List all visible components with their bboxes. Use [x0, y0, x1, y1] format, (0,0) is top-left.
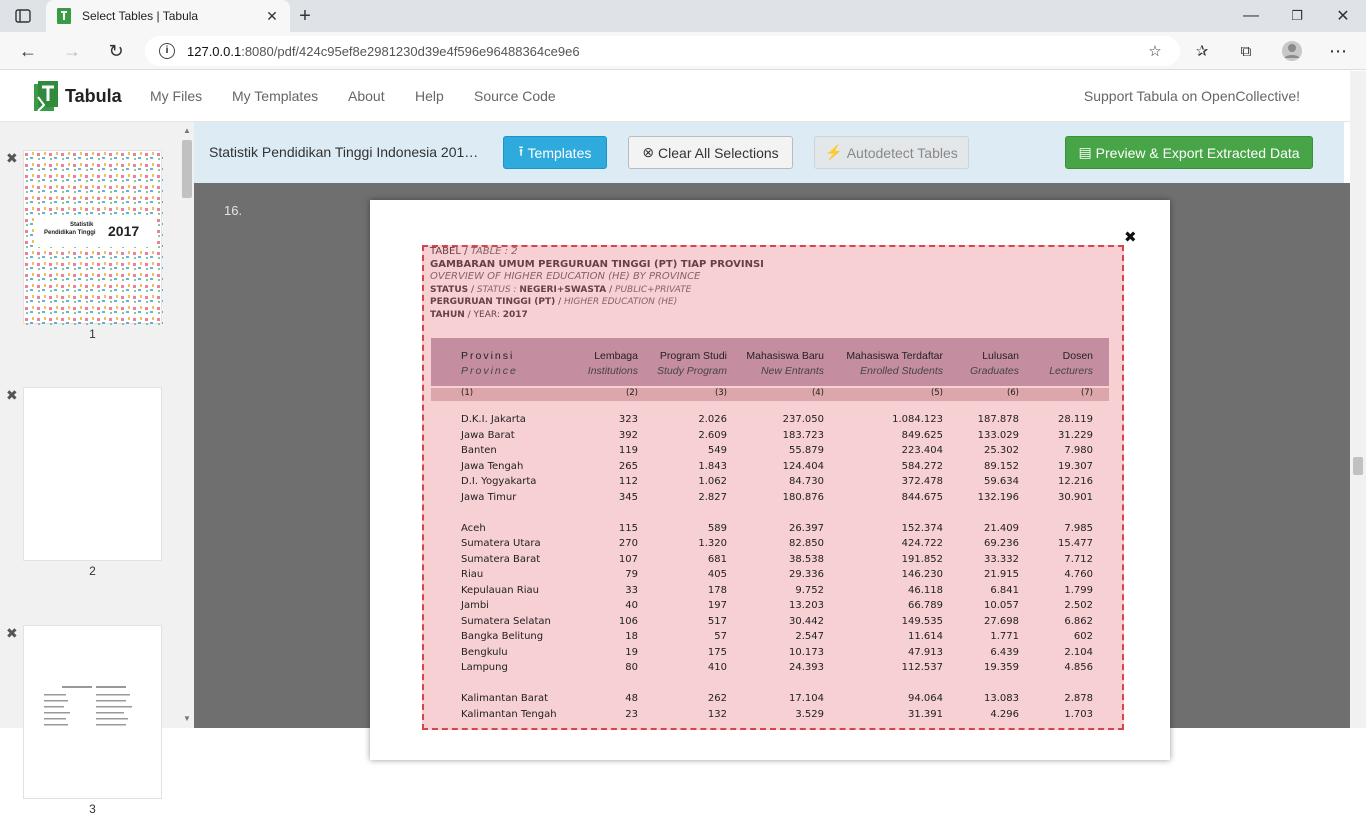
table-cell: 180.876 — [782, 491, 824, 503]
nav-source-code[interactable]: Source Code — [474, 88, 556, 104]
table-cell: 1.799 — [1064, 584, 1093, 596]
table-cell: 21.409 — [984, 522, 1019, 534]
page-scroll-thumb[interactable] — [1353, 457, 1363, 475]
table-cell: 262 — [707, 693, 727, 704]
remove-page-2-icon[interactable]: ✖ — [6, 387, 18, 403]
table-cell: 57 — [714, 631, 727, 642]
browser-tab-bar — [0, 0, 1366, 32]
column-header-label: Lembaga — [594, 350, 638, 362]
table-cell: 12.216 — [1058, 476, 1093, 487]
table-cell: 59.634 — [984, 476, 1019, 487]
caption-year-label: TAHUN — [430, 309, 465, 320]
nav-my-files[interactable]: My Files — [150, 88, 203, 104]
window-restore-icon[interactable]: ❐ — [1291, 8, 1303, 23]
export-button-label: Preview & Export Extracted Data — [1095, 144, 1300, 161]
tabula-logo-icon — [34, 81, 58, 111]
column-header-label-en: Lecturers — [1049, 365, 1093, 377]
table-cell: 48 — [625, 693, 638, 704]
province-cell: Bengkulu — [461, 646, 508, 658]
column-header-label-en: Study Program — [656, 365, 727, 377]
table-cell: 69.236 — [984, 538, 1019, 549]
caption-status-value: NEGERI+SWASTA — [519, 284, 607, 295]
tab-close-icon[interactable]: ✕ — [266, 7, 278, 24]
table-cell: 31.229 — [1058, 429, 1093, 441]
table-cell: 23 — [625, 708, 638, 720]
column-header-label: Provinsi — [461, 350, 515, 362]
page-thumbnail-2[interactable] — [23, 387, 162, 561]
sidebar-scrollbar[interactable] — [180, 122, 194, 728]
table-cell: 33 — [625, 584, 638, 596]
favorites-icon[interactable]: ✰ — [1195, 43, 1209, 60]
table-cell: 119 — [618, 445, 638, 456]
table-cell: 517 — [707, 615, 727, 627]
caption-year-en: YEAR: — [473, 309, 503, 320]
table-cell: 94.064 — [908, 693, 943, 704]
clear-button-label: Clear All Selections — [658, 144, 779, 161]
remove-page-3-icon[interactable]: ✖ — [6, 625, 18, 641]
table-cell: 6.841 — [990, 584, 1019, 596]
table-cell: 31.391 — [908, 708, 943, 720]
table-cell: 27.698 — [984, 615, 1019, 627]
cover-title-line-2: Pendidikan Tinggi — [44, 230, 96, 236]
province-cell: Sumatera Barat — [461, 553, 541, 565]
table-cell: 17.104 — [789, 693, 824, 704]
brand-name: Tabula — [65, 85, 122, 106]
table-cell: 1.771 — [990, 631, 1019, 642]
table-cell: 25.302 — [984, 445, 1019, 456]
forward-icon[interactable]: → — [63, 40, 81, 61]
table-cell: 681 — [707, 553, 727, 565]
column-header-label: Dosen — [1062, 350, 1093, 362]
page-thumbnail-sidebar — [0, 122, 180, 816]
table-cell: 410 — [707, 662, 727, 673]
table-cell: 1.084.123 — [892, 414, 943, 425]
table-cell: 107 — [618, 553, 638, 565]
table-cell: 2.104 — [1064, 646, 1093, 658]
column-number: (7) — [1080, 388, 1093, 398]
province-cell: Jawa Timur — [461, 491, 517, 503]
province-cell: Aceh — [461, 522, 486, 534]
table-cell: 38.538 — [789, 553, 824, 565]
table-cell: 82.850 — [789, 538, 824, 549]
table-cell: 132 — [707, 708, 727, 720]
table-cell: 106 — [618, 615, 638, 627]
caption-title: GAMBARAN UMUM PERGURUAN TINGGI (PT) TIAP PROVINSI — [430, 258, 764, 270]
table-cell: 187.878 — [977, 414, 1019, 425]
column-number: (2) — [625, 388, 638, 398]
column-header — [846, 350, 943, 377]
caption-year-value: 2017 — [502, 309, 528, 320]
table-cell: 10.173 — [789, 646, 824, 658]
column-header-label: Program Studi — [659, 350, 727, 362]
caption-table-id-en: TABLE : 2 — [470, 246, 518, 257]
table-cell: 11.614 — [908, 631, 943, 642]
table-cell: 89.152 — [984, 460, 1019, 472]
table-cell: 7.985 — [1064, 522, 1093, 534]
table-cell: 183.723 — [782, 429, 824, 441]
browser-tab-title: Select Tables | Tabula — [82, 9, 199, 23]
document-title: Statistik Pendidikan Tinggi Indonesia 201… — [209, 144, 479, 160]
table-cell: 10.057 — [984, 600, 1019, 611]
scroll-down-icon[interactable]: ▼ — [183, 714, 191, 723]
remove-page-1-icon[interactable]: ✖ — [6, 150, 18, 166]
new-tab-icon[interactable]: + — [299, 4, 311, 27]
table-cell: 13.083 — [984, 693, 1019, 704]
page-thumbnail-1[interactable] — [23, 150, 162, 324]
table-cell: 1.062 — [698, 476, 727, 487]
table-cell: 602 — [1073, 631, 1093, 642]
province-cell: Jawa Tengah — [461, 460, 524, 472]
table-cell: 197 — [707, 600, 727, 611]
table-cell: 9.752 — [795, 584, 824, 596]
province-cell: Jawa Barat — [461, 429, 515, 441]
table-cell: 13.203 — [789, 600, 824, 611]
templates-button[interactable] — [503, 136, 607, 169]
collections-icon[interactable]: ⧉ — [1240, 42, 1252, 60]
province-cell: D.I. Yogyakarta — [461, 476, 537, 487]
caption-title-en: OVERVIEW OF HIGHER EDUCATION (HE) BY PROVINCE — [430, 271, 701, 283]
table-cell: 19 — [625, 646, 638, 658]
table-cell: 21.915 — [984, 569, 1019, 580]
page-number-label: 16. — [224, 203, 243, 218]
table-cell: 4.296 — [990, 708, 1019, 720]
table-cell: 424.722 — [901, 538, 943, 549]
province-cell: Sumatera Selatan — [461, 615, 551, 627]
page-thumbnail-label-3: 3 — [89, 802, 96, 816]
table-cell: 191.852 — [901, 553, 943, 565]
table-cell: 2.502 — [1064, 600, 1093, 611]
cover-year: 2017 — [108, 223, 140, 239]
browser-address-bar — [0, 32, 1366, 70]
table-cell: 2.609 — [698, 429, 727, 441]
table-cell: 549 — [707, 445, 727, 456]
nav-my-templates[interactable]: My Templates — [232, 88, 319, 104]
column-header — [746, 350, 824, 377]
table-cell: 265 — [618, 460, 638, 472]
table-cell: 115 — [618, 522, 638, 534]
column-header-label-en: Graduates — [969, 365, 1019, 377]
tab-actions-icon[interactable] — [12, 6, 34, 26]
column-number: (4) — [811, 388, 824, 398]
table-cell: 18 — [625, 631, 638, 642]
column-header — [657, 350, 727, 377]
page-thumbnail-label-2: 2 — [89, 564, 96, 578]
province-cell: Sumatera Utara — [461, 538, 541, 549]
window-minimize-icon[interactable]: ― — [1243, 7, 1259, 24]
table-cell: 1.843 — [698, 460, 727, 472]
table-cell: 392 — [618, 429, 638, 441]
page-thumbnail-label-1: 1 — [89, 327, 96, 341]
table-cell: 66.789 — [908, 600, 943, 611]
table-cell: 2.547 — [795, 631, 824, 642]
column-header — [1049, 350, 1093, 377]
table-cell: 80 — [625, 662, 638, 673]
nav-help[interactable]: Help — [415, 88, 444, 104]
table-cell: 28.119 — [1058, 414, 1093, 425]
table-cell: 112 — [618, 476, 638, 487]
province-cell: Lampung — [461, 662, 508, 673]
nav-about[interactable]: About — [348, 88, 385, 104]
column-header — [970, 350, 1019, 377]
column-header-label-en: Province — [461, 365, 518, 377]
column-header-label: Lulusan — [982, 350, 1019, 362]
url-host: 127.0.0.1 — [187, 43, 242, 59]
site-info-icon[interactable]: i — [159, 43, 175, 59]
table-cell: 146.230 — [901, 569, 943, 580]
table-cell: 149.535 — [901, 615, 943, 627]
table-cell: 584.272 — [901, 460, 943, 472]
column-header-label: Mahasiswa Terdaftar — [846, 350, 943, 362]
table-cell: 405 — [707, 569, 727, 580]
table-cell: 26.397 — [789, 522, 824, 534]
clear-all-selections-button[interactable] — [628, 136, 793, 169]
app-header — [0, 71, 1350, 122]
table-cell: 2.026 — [698, 414, 727, 425]
page-thumbnail-3[interactable] — [23, 625, 162, 799]
caption-pt-label: PERGURUAN TINGGI (PT) — [430, 297, 556, 308]
table-cell: 15.477 — [1058, 538, 1093, 549]
cover-title-line-1: Statistik — [70, 222, 94, 228]
table-cell: 237.050 — [782, 414, 824, 425]
add-favorite-icon[interactable]: ☆ — [1148, 43, 1162, 60]
back-icon[interactable]: ← — [19, 40, 37, 61]
table-cell: 589 — [707, 522, 727, 534]
table-cell: 4.856 — [1064, 662, 1093, 673]
column-number: (6) — [1006, 388, 1019, 398]
caption-status-value-en: PUBLIC+PRIVATE — [615, 284, 692, 295]
table-cell: 133.029 — [977, 429, 1019, 441]
url-field[interactable] — [145, 36, 1180, 66]
table-caption: TABEL / TABLE : 2 GAMBARAN UMUM PERGURUAN TINGGI (PT) TIAP PROVINSI OVERVIEW OF HIGHER EDUCATION (HE) BY PROVINCE STATUS / STATUS : NEGERI+SWASTA / PUBLIC+PRIVATE PERGURUAN TINGGI (PT) / HIGHER EDUCATION (HE) TAHUN / YEAR: 2017 — [430, 246, 764, 320]
clear-circle-icon: ⊗ — [642, 144, 655, 160]
table-cell: 112.537 — [901, 662, 943, 673]
province-cell: Kalimantan Tengah — [461, 708, 557, 720]
cover-pattern-icon — [24, 151, 163, 325]
table-cell: 6.862 — [1064, 615, 1093, 627]
province-cell: Jambi — [461, 600, 489, 611]
caption-pt-en: HIGHER EDUCATION (HE) — [563, 297, 678, 308]
table-cell: 1.320 — [698, 538, 727, 549]
scroll-up-icon[interactable]: ▲ — [183, 126, 191, 135]
table-cell: 84.730 — [789, 476, 824, 487]
table-cell: 47.913 — [908, 646, 943, 658]
table-cell: 345 — [618, 491, 638, 503]
table-cell: 372.478 — [901, 476, 943, 487]
table-cell: 30.442 — [789, 615, 824, 627]
column-header-label-en: Enrolled Students — [860, 365, 943, 377]
province-cell: Riau — [461, 569, 484, 580]
upload-icon: ⭱ — [518, 142, 524, 159]
list-icon: ▤ — [1078, 144, 1092, 160]
province-cell: Kepulauan Riau — [461, 584, 539, 596]
browser-menu-icon[interactable]: ⋯ — [1329, 40, 1347, 61]
column-number: (1) — [461, 388, 474, 398]
table-cell: 19.307 — [1058, 460, 1093, 472]
preview-export-button[interactable] — [1065, 136, 1313, 169]
column-header — [588, 350, 638, 377]
autodetect-tables-button[interactable] — [814, 136, 969, 169]
templates-button-label: Templates — [527, 144, 592, 161]
table-cell: 30.901 — [1058, 491, 1093, 503]
reload-icon[interactable]: ↻ — [108, 40, 124, 61]
table-cell: 33.332 — [984, 553, 1019, 565]
table-cell: 24.393 — [789, 662, 824, 673]
pdf-page[interactable] — [370, 200, 1170, 760]
table-cell: 3.529 — [795, 708, 824, 720]
url-path: :8080/pdf/424c95ef8e2981230d39e4f596e96488364ce9e6 — [241, 43, 580, 59]
column-number: (5) — [930, 388, 943, 398]
table-cell: 1.703 — [1064, 708, 1093, 720]
table-cell: 19.359 — [984, 662, 1019, 673]
browser-tab-active[interactable] — [46, 0, 290, 32]
province-cell: D.K.I. Jakarta — [461, 414, 526, 425]
table-cell: 175 — [707, 646, 727, 658]
profile-avatar-icon[interactable] — [1280, 40, 1304, 62]
table-cell: 40 — [625, 600, 638, 611]
column-header-label: Mahasiswa Baru — [746, 350, 824, 362]
column-header-label-en: New Entrants — [760, 365, 824, 377]
table-cell: 2.827 — [698, 491, 727, 503]
table-cell: 152.374 — [901, 522, 943, 534]
table-cell: 178 — [707, 584, 727, 596]
column-header — [461, 350, 518, 377]
province-cell: Kalimantan Barat — [461, 693, 548, 704]
province-cell: Bangka Belitung — [461, 631, 544, 642]
table-cell: 132.196 — [977, 491, 1019, 503]
table-cell: 2.878 — [1064, 693, 1093, 704]
table-cell: 844.675 — [901, 491, 943, 503]
selection-toolbar — [194, 122, 1344, 183]
table-cell: 223.404 — [901, 445, 943, 456]
brand[interactable] — [34, 81, 122, 111]
autodetect-button-label: Autodetect Tables — [846, 144, 958, 161]
province-cell: Banten — [461, 445, 497, 456]
caption-status-en: STATUS : — [476, 284, 520, 295]
table-cell: 323 — [618, 414, 638, 425]
table-cell: 124.404 — [782, 460, 824, 472]
lightning-icon: ⚡ — [825, 144, 843, 160]
table-cell: 4.760 — [1064, 569, 1093, 580]
column-number: (3) — [714, 388, 727, 398]
table-cell: 849.625 — [901, 429, 943, 441]
nav-support-opencollective[interactable]: Support Tabula on OpenCollective! — [1083, 88, 1300, 104]
table-cell: 55.879 — [789, 445, 824, 456]
table-cell: 7.712 — [1064, 553, 1093, 565]
sidebar-scroll-thumb[interactable] — [182, 140, 192, 198]
page-scrollbar[interactable] — [1350, 71, 1366, 728]
table-cell: 6.439 — [990, 646, 1019, 658]
table-cell: 270 — [618, 538, 638, 549]
window-close-icon[interactable]: ✕ — [1336, 8, 1350, 25]
caption-table-id: TABEL — [430, 246, 461, 257]
table-cell: 7.980 — [1064, 445, 1093, 456]
pdf-viewer — [194, 183, 1350, 728]
remove-selection-icon[interactable]: ✖ — [1124, 229, 1137, 246]
page-3-text-preview-icon — [24, 626, 163, 736]
tabula-favicon-icon — [56, 8, 72, 24]
caption-status-label: STATUS — [430, 284, 469, 295]
table-cell: 29.336 — [789, 569, 824, 580]
table-cell: 46.118 — [908, 584, 943, 596]
column-header-label-en: Institutions — [587, 365, 638, 377]
table-cell: 79 — [625, 569, 638, 580]
